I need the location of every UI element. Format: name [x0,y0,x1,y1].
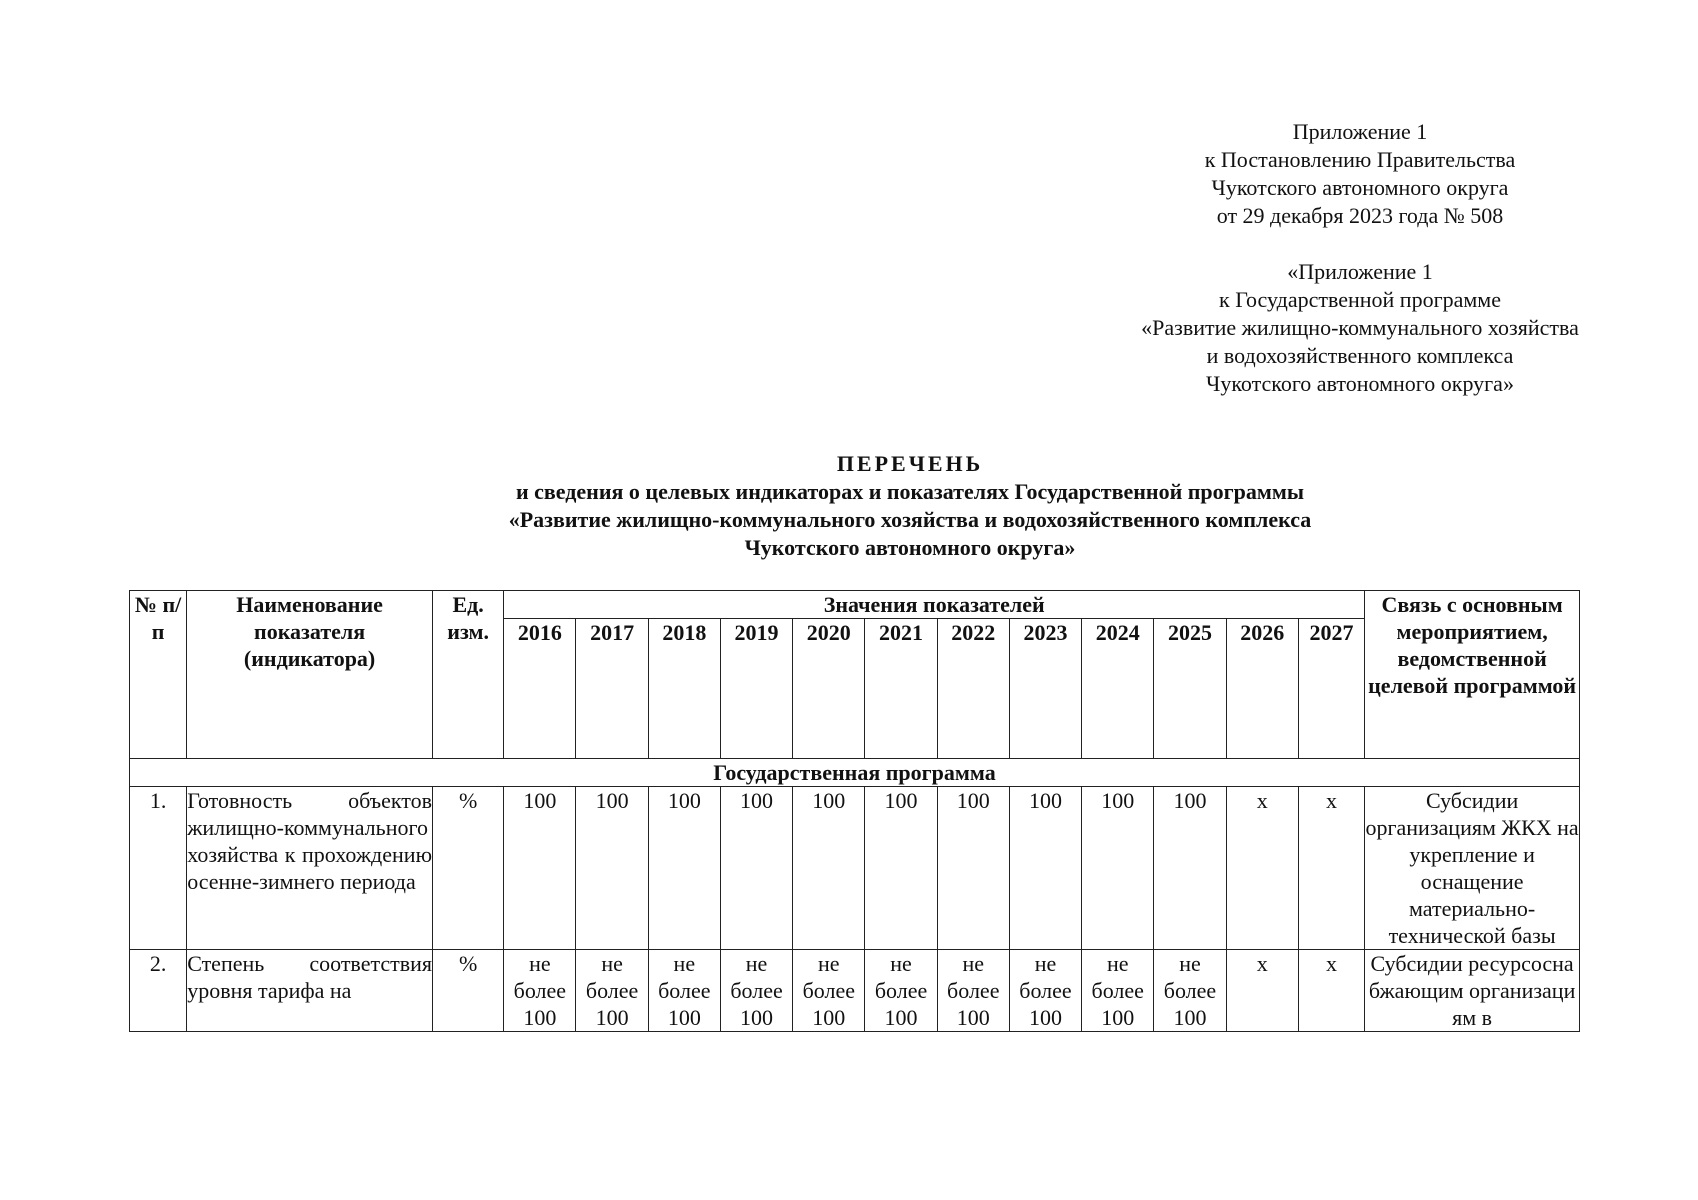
program-appendix-line: к Государственной программе [1219,287,1501,312]
program-appendix-line: «Приложение 1 [1287,259,1433,284]
row-value: 100 [865,787,937,950]
row-value: 100 [648,787,720,950]
header-year: 2016 [504,619,576,759]
row-value: не более 100 [865,950,937,1032]
approval-line: к Постановлению Правительства [1204,147,1516,172]
approval-reference [1080,118,1640,230]
row-value: 100 [1154,787,1226,950]
row-link: Субсидии организациям ЖКХ на укрепление и оснащение материально-технической базы [1365,788,1579,948]
table-row [130,950,1580,1032]
row-value: x [1298,950,1364,1032]
row-value: 100 [793,787,865,950]
row-value: 100 [937,787,1009,950]
program-appendix-line: «Развитие жилищно-коммунального хозяйства [1141,315,1579,340]
row-value: не более 100 [1154,950,1226,1032]
document-subtitle-line: и сведения о целевых индикаторах и показателях Государственной программы [515,479,1305,504]
header-year: 2018 [648,619,720,759]
header-year: 2024 [1082,619,1154,759]
header-unit: Ед. изм. [433,591,504,759]
program-appendix-line: Чукотского автономного округа» [1206,371,1514,396]
row-value: x [1226,950,1298,1032]
row-value: x [1298,787,1364,950]
row-value: x [1226,787,1298,950]
approval-line: от 29 декабря 2023 года № 508 [1216,203,1504,228]
row-value: не более 100 [937,950,1009,1032]
row-value: не более 100 [576,950,648,1032]
header-link: Связь с основным мероприятием, ведомственной целевой программой [1365,591,1580,759]
row-value: не более 100 [1082,950,1154,1032]
program-appendix-line: и водохозяйственного комплекса [1206,343,1514,368]
row-value: не более 100 [648,950,720,1032]
approval-line: Чукотского автономного округа [1211,175,1509,200]
section-title: Государственная программа [130,759,1580,787]
program-appendix-reference [1080,258,1640,398]
row-value: 100 [720,787,792,950]
header-year: 2023 [1009,619,1081,759]
header-year: 2027 [1298,619,1364,759]
document-subtitle-line: «Развитие жилищно-коммунального хозяйства и водохозяйственного комплекса [508,507,1312,532]
approval-line: Приложение 1 [1292,119,1428,144]
row-num: 1. [130,787,187,950]
header-year: 2021 [865,619,937,759]
header-num: № п/п [130,591,187,759]
section-row [130,759,1580,787]
row-name: Степень соответствия уровня тарифа на [187,950,433,1032]
document-heading [130,450,1690,562]
row-unit: % [433,950,504,1032]
row-value: не более 100 [793,950,865,1032]
row-value: 100 [576,787,648,950]
header-year: 2025 [1154,619,1226,759]
table-row [130,787,1580,950]
header-year: 2020 [793,619,865,759]
row-value: не более 100 [720,950,792,1032]
row-unit: % [433,787,504,950]
document-title: ПЕРЕЧЕНЬ [836,451,984,476]
row-value: не более 100 [504,950,576,1032]
row-num: 2. [130,950,187,1032]
header-name: Наименование показателя (индикатора) [187,591,433,759]
document-subtitle-line: Чукотского автономного округа» [744,535,1076,560]
row-link: Субсидии ресурсоснабжающим организациям в [1365,950,1580,1032]
row-value: 100 [1082,787,1154,950]
row-value: 100 [1009,787,1081,950]
header-year: 2019 [720,619,792,759]
header-year: 2017 [576,619,648,759]
indicators-table [129,590,1580,1032]
row-value: не более 100 [1009,950,1081,1032]
header-year: 2026 [1226,619,1298,759]
row-name: Готовность объектов жилищно-коммунального хозяйства к прохождению осенне-зимнего периода [187,787,433,950]
header-values-group: Значения показателей [504,591,1365,619]
row-value: 100 [504,787,576,950]
header-year: 2022 [937,619,1009,759]
